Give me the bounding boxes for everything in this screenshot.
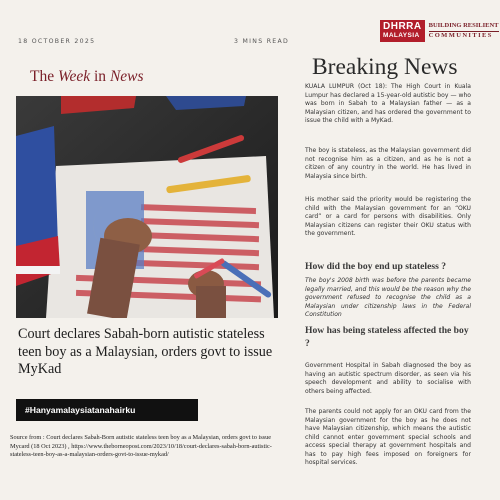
section-word-the: The (30, 68, 55, 85)
read-time: 3 MINS READ (234, 38, 290, 45)
logo-tagline (429, 22, 499, 40)
logo-tagline-1: BUILDING RESILIENT (429, 22, 499, 32)
news-photo (16, 96, 278, 318)
section-word-in: in (94, 68, 107, 85)
logo-line2: MALAYSIA (383, 32, 420, 39)
paragraph-intro: KUALA LUMPUR (Oct 18): The High Court in Kuala Lumpur has declared a 15-year-old autistic boy — who was born in Sabah to a Malaysian father — as a Malaysian citizen, and has ordered the government to issue the child with a MyKad. (305, 83, 471, 124)
logo-mark (380, 20, 425, 42)
subhead-how-stateless: How did the boy end up stateless ? (305, 261, 446, 272)
source-citation: Source from : Court declares Sabah-Born autistic stateless teen boy as a Malaysian, orders govt to issue Mycard (18 Oct 2023) , https://www.theborneopost.com/2023/10/18/court-declares-sabah-born-autistic-stateless-teen-boy-as-a-malaysian-orders-govt-to-issue-mykad/ (10, 434, 272, 459)
hashtag-banner: #Hanyamalaysiatanahairku (16, 399, 198, 421)
logo-line1: DHRRA (383, 21, 422, 32)
section-title (30, 68, 144, 86)
section-word-news: News (109, 68, 144, 85)
paragraph-birth: The boy's 2008 birth was before the parents became legally married, and this would be the reason why the government refused to recognise the child as a Malaysian under citizenship laws in the Federal Constitution (305, 277, 471, 318)
paragraph-stateless: The boy is stateless, as the Malaysian government did not recognise him as a citizen, and as he is not a citizen of any country in the world. He has lived in Malaysia since birth. (305, 147, 471, 180)
publish-date: 18 OCTOBER 2025 (18, 38, 96, 45)
child-drawing-flag-image (16, 96, 278, 318)
paragraph-diagnosis: Government Hospital in Sabah diagnosed the boy as having an autistic spectrum disorder, as seen via his speech development and ability to socialise with others being affected. (305, 362, 471, 395)
subhead-how-affected: How has being stateless affected the boy ? (305, 325, 469, 349)
paragraph-oku-card: His mother said the priority would be registering the child with the Malaysian government for an “OKU card” or a card for persons with disabilities. Only Malaysian citizens can register their OKU status with the government. (305, 196, 471, 237)
dhrra-logo (380, 20, 499, 42)
logo-tagline-2: COMMUNITIES (428, 31, 493, 39)
paragraph-consequences: The parents could not apply for an OKU card from the Malaysian government for the boy as he does not have Malaysian citizenship, which means the autistic child cannot enter government special schools and access special therapy at government hospitals and has to pay high fees imposed on foreigners for hospital services. (305, 408, 471, 466)
breaking-news-title: Breaking News (312, 54, 458, 80)
section-word-week: Week (57, 68, 91, 85)
left-headline: Court declares Sabah-born autistic stateless teen boy as a Malaysian, orders govt to issue MyKad (18, 326, 273, 377)
